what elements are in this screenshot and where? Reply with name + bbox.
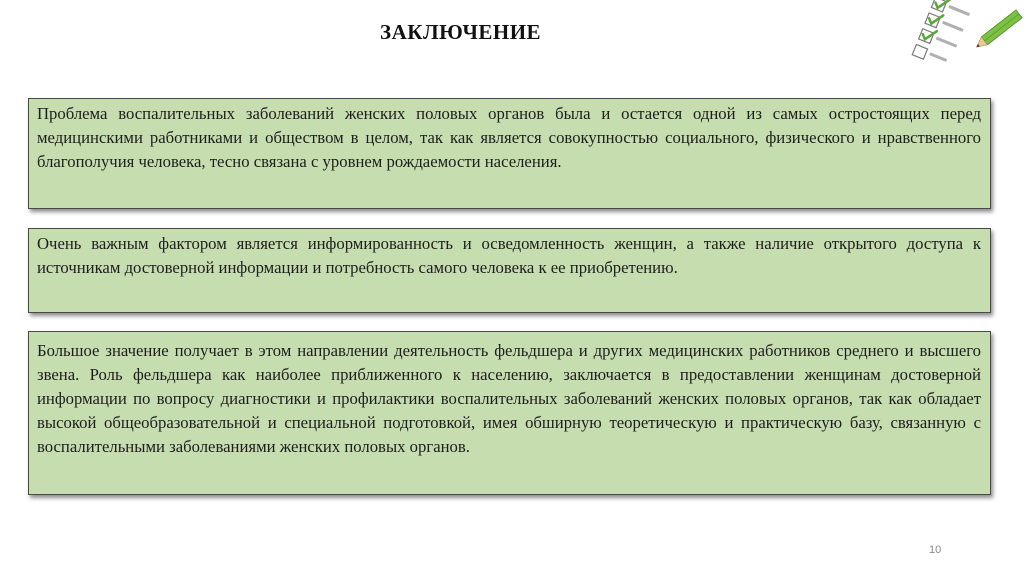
paragraph-text: Очень важным фактором является информированность и осведомленность женщин, а также наличие открытого доступа к источникам достоверной информации и потребность самого человека к ее приобретению. (37, 234, 981, 277)
page-number: 10 (929, 544, 942, 556)
paragraph-box-problem (28, 98, 991, 209)
paragraph-box-paramedic-role (28, 331, 991, 495)
paragraph-text: Большое значение получает в этом направлении деятельность фельдшера и других медицинских работников среднего и высшего звена. Роль фельдшера как наиболее приближенного к населению, заключается в предоставлении женщинам достоверной информации по вопросу диагностики и профилактики воспалительных заболеваний женских половых органов, так как обладает высокой общеобразовательной и специальной подготовкой, имея обширную теоретическую и практическую базу, связанную с воспалительными заболеваниями женских половых органов. (37, 341, 981, 456)
checklist-pencil-icon (905, 0, 1024, 90)
slide-title: ЗАКЛЮЧЕНИЕ (380, 20, 542, 44)
paragraph-box-awareness (28, 228, 991, 313)
paragraph-text: Проблема воспалительных заболеваний женских половых органов была и остается одной из самых остростоящих перед медицинскими работниками и обществом в целом, так как является совокупностью социального, физического и нравственного благополучия человека, тесно связана с уровнем рождаемости населения. (37, 104, 981, 171)
